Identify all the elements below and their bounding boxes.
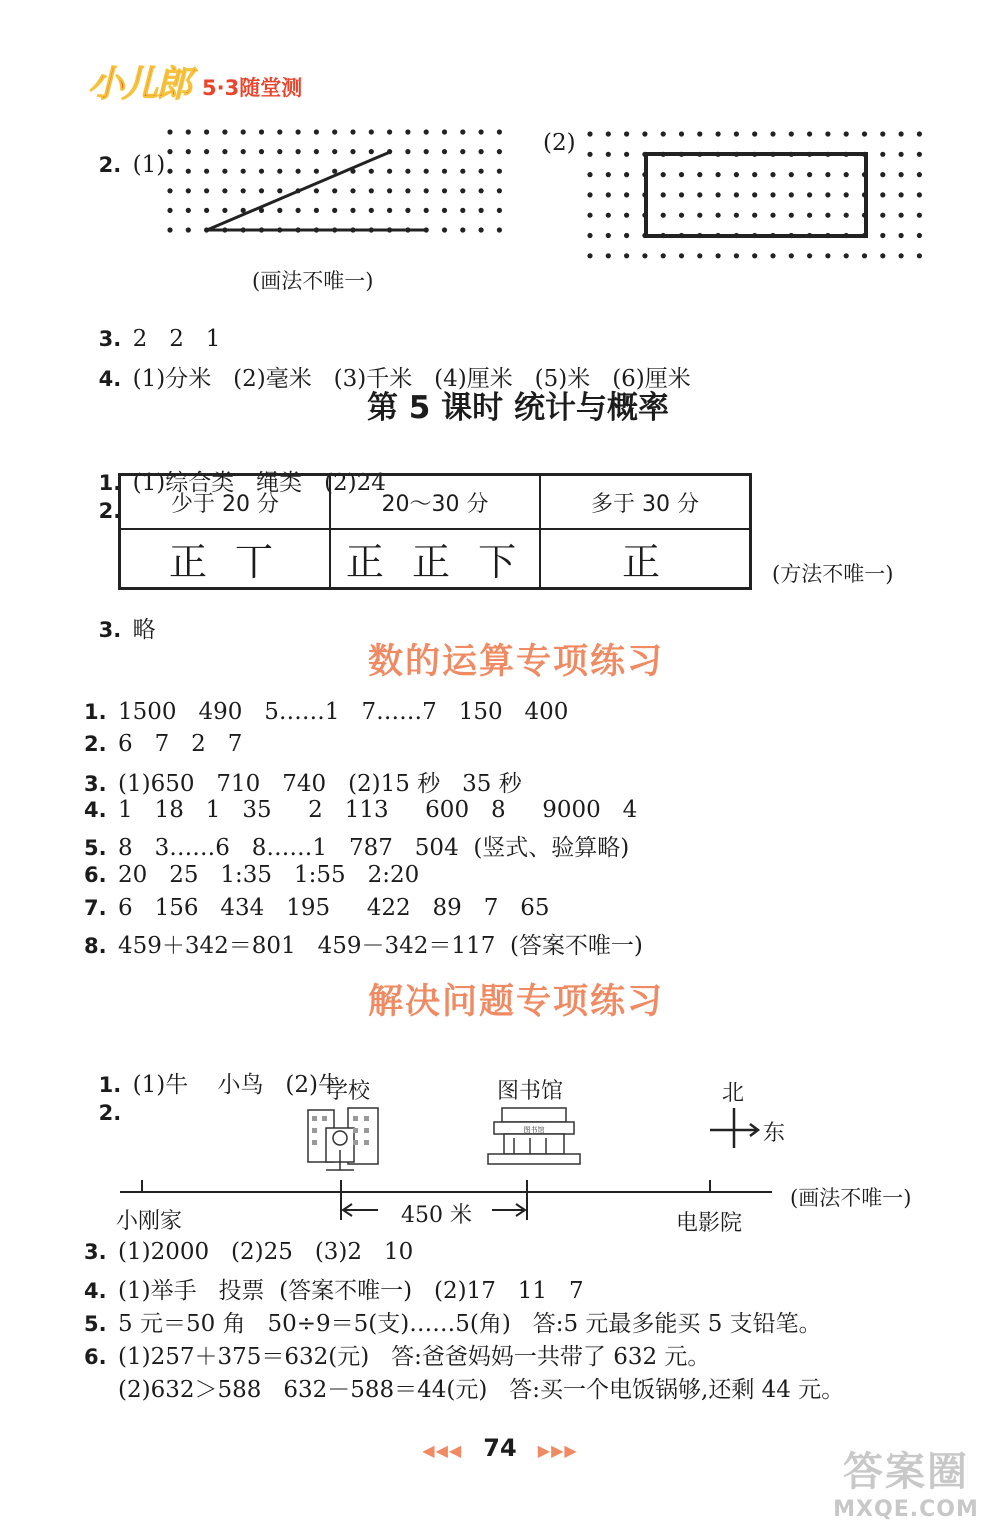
grid-dot: [497, 169, 502, 174]
grid-dot: [241, 149, 246, 154]
grid-dot: [241, 169, 246, 174]
tally-mark-row: [120, 529, 751, 589]
grid-dot: [186, 129, 191, 134]
calc-answer: 459＋342＝801 459－342＝117 (答案不唯一): [118, 933, 643, 959]
grid-dot: [479, 208, 484, 213]
grid-dot: [917, 131, 922, 136]
grid-dot: [899, 172, 904, 177]
stat-q2-number: 2.: [98, 499, 122, 523]
grid-dot: [899, 253, 904, 258]
tally-header-cell: 20～30 分: [330, 475, 540, 530]
grid-dot: [204, 149, 209, 154]
grid-dot: [642, 253, 647, 258]
grid-dot: [679, 131, 684, 136]
problem-q6b: [118, 1371, 844, 1404]
stat-q1-number: 1.: [98, 471, 122, 495]
watermark-url: MXQE.COM: [833, 1497, 979, 1522]
grid-dot: [606, 253, 611, 258]
grid-dot: [844, 192, 849, 197]
grid-dot: [460, 169, 465, 174]
grid-dot: [716, 253, 721, 258]
grid-dot: [917, 172, 922, 177]
grid-dot: [424, 149, 429, 154]
tally-header-cell: 多于 30 分: [540, 475, 751, 530]
q2-top-part2: (2): [543, 130, 576, 156]
grid-dot: [369, 188, 374, 193]
grid-dot: [752, 131, 757, 136]
problem-item: [84, 1272, 584, 1305]
grid-dot: [479, 149, 484, 154]
grid-dot: [587, 131, 592, 136]
library-sign: 图书馆: [523, 1126, 545, 1134]
grid-dot: [716, 192, 721, 197]
grid-dot: [917, 213, 922, 218]
tally-marks: 正 正 下: [345, 540, 525, 584]
grid-dot: [479, 188, 484, 193]
grid-dot: [460, 227, 465, 232]
cinema-label: 电影院: [676, 1211, 743, 1236]
grid-dot: [624, 213, 629, 218]
grid-dot: [424, 129, 429, 134]
problem-answer: (1)举手 投票 (答案不唯一) (2)17 11 7: [118, 1278, 584, 1304]
calc-answer: 6 7 2 7: [118, 731, 243, 757]
grid-dot: [642, 131, 647, 136]
grid-dot: [734, 192, 739, 197]
grid-dot: [734, 253, 739, 258]
grid-dot: [624, 192, 629, 197]
q3-top-number: 3.: [98, 327, 122, 351]
grid-dot: [899, 233, 904, 238]
brand-name: 小儿郎: [88, 64, 191, 105]
calc-item: [84, 699, 568, 725]
grid-dot: [186, 169, 191, 174]
grid-dot: [460, 129, 465, 134]
grid-dot: [679, 172, 684, 177]
dot-grid-rectangle: [575, 122, 945, 272]
grid-dot: [369, 129, 374, 134]
grid-dot: [369, 169, 374, 174]
calc-number: 8.: [84, 934, 107, 958]
grid-dot: [497, 129, 502, 134]
calc-number: 1.: [84, 700, 107, 724]
tally-header-row: [120, 475, 751, 530]
grid-dot: [880, 172, 885, 177]
grid-dot: [789, 192, 794, 197]
grid-dot: [167, 169, 172, 174]
grid-dot: [222, 188, 227, 193]
grid-dot: [789, 172, 794, 177]
problem-answer: 5 元＝50 角 50÷9＝5(支)……5(角) 答:5 元最多能买 5 支铅笔。: [118, 1311, 822, 1337]
grid-dot: [880, 233, 885, 238]
q4-top-answer: (1)分米 (2)毫米 (3)千米 (4)厘米 (5)米 (6)厘米: [132, 366, 691, 392]
q2-top-part1: (1): [132, 152, 166, 178]
grid-dot: [624, 152, 629, 157]
calc-item: [84, 829, 629, 862]
grid-dot: [442, 188, 447, 193]
calc-number: 7.: [84, 896, 107, 920]
grid-dot: [807, 172, 812, 177]
grid-dot: [825, 253, 830, 258]
calc-number: 6.: [84, 863, 107, 887]
tally-header-cell: 少于 20 分: [120, 475, 331, 530]
grid-dot: [697, 192, 702, 197]
grid-dot: [314, 129, 319, 134]
tally-marks: 正 丅: [168, 540, 282, 584]
brand-logo: [88, 56, 190, 107]
watermark: [820, 1440, 992, 1522]
dot-grid-left: [167, 129, 502, 232]
left-arrows-icon: ◀◀◀: [422, 1441, 463, 1460]
grid-dot: [442, 129, 447, 134]
grid-dot: [770, 213, 775, 218]
grid-dot: [844, 253, 849, 258]
grid-dot: [204, 208, 209, 213]
school-label: 学校: [326, 1079, 371, 1104]
problem-item: [84, 1305, 822, 1338]
tally-table: [118, 473, 752, 590]
compass-icon: [710, 1108, 758, 1148]
q2-top-note: (画法不唯一): [252, 269, 374, 293]
grid-dot: [405, 129, 410, 134]
grid-dot: [259, 169, 264, 174]
problem-number: 6.: [84, 1345, 107, 1369]
grid-dot: [277, 149, 282, 154]
grid-dot: [277, 208, 282, 213]
grid-dot: [606, 192, 611, 197]
grid-dot: [679, 253, 684, 258]
problem-section-title: 解决问题专项练习: [367, 982, 664, 1022]
grid-dot: [697, 172, 702, 177]
grid-dot: [587, 253, 592, 258]
tally-marks: 正: [621, 540, 668, 584]
grid-dot: [606, 172, 611, 177]
q2-top-number: 2.: [98, 153, 122, 177]
grid-dot: [167, 149, 172, 154]
grid-dot: [917, 152, 922, 157]
grid-dot: [716, 131, 721, 136]
grid-dot: [405, 208, 410, 213]
grid-dot: [880, 253, 885, 258]
grid-dot: [587, 192, 592, 197]
grid-dot: [277, 169, 282, 174]
grid-dot: [167, 129, 172, 134]
grid-dot: [789, 253, 794, 258]
grid-dot: [917, 233, 922, 238]
calc-item: [84, 927, 643, 960]
library-label: 图书馆: [497, 1079, 564, 1104]
problem-number: 3.: [84, 1240, 107, 1264]
grid-dot: [259, 188, 264, 193]
grid-dot: [186, 149, 191, 154]
grid-dot: [752, 172, 757, 177]
grid-dot: [661, 213, 666, 218]
grid-dot: [186, 208, 191, 213]
grid-dot: [405, 169, 410, 174]
grid-dot: [296, 169, 301, 174]
slanted-segment: [207, 152, 390, 230]
problem-q2-number: 2.: [98, 1101, 122, 1125]
grid-dot: [899, 131, 904, 136]
grid-dot: [497, 208, 502, 213]
grid-dot: [350, 129, 355, 134]
grid-dot: [369, 208, 374, 213]
calc-answer: 20 25 1:35 1:55 2:20: [118, 862, 420, 888]
grid-dot: [405, 149, 410, 154]
grid-dot: [770, 131, 775, 136]
grid-dot: [624, 172, 629, 177]
grid-dot: [387, 188, 392, 193]
grid-dot: [899, 192, 904, 197]
grid-dot: [332, 149, 337, 154]
grid-dot: [734, 172, 739, 177]
grid-dot: [661, 131, 666, 136]
grid-dot: [661, 172, 666, 177]
grid-dot: [770, 253, 775, 258]
grid-dot: [697, 253, 702, 258]
grid-dot: [222, 129, 227, 134]
grid-dot: [387, 129, 392, 134]
calc-item: [84, 797, 637, 823]
grid-dot: [880, 213, 885, 218]
watermark-text: 答案圈: [843, 1449, 969, 1495]
problem-number: 5.: [84, 1312, 107, 1336]
problem-answer: (1)2000 (2)25 (3)2 10: [118, 1239, 414, 1265]
grid-dot: [752, 253, 757, 258]
grid-dot: [222, 208, 227, 213]
grid-dot: [424, 169, 429, 174]
grid-dot: [332, 188, 337, 193]
calc-number: 3.: [84, 772, 107, 796]
grid-dot: [606, 213, 611, 218]
grid-dot: [460, 188, 465, 193]
grid-dot: [350, 188, 355, 193]
grid-dot: [624, 253, 629, 258]
grid-dot: [442, 208, 447, 213]
grid-dot: [825, 192, 830, 197]
grid-dot: [825, 131, 830, 136]
grid-dot: [222, 169, 227, 174]
grid-dot: [624, 131, 629, 136]
grid-dot: [204, 188, 209, 193]
calc-item: [84, 731, 242, 757]
grid-dot: [862, 253, 867, 258]
grid-dot: [479, 129, 484, 134]
calc-item: [84, 862, 419, 888]
lesson-title: 第 5 课时 统计与概率: [367, 390, 669, 426]
grid-dot: [405, 188, 410, 193]
grid-dot: [479, 227, 484, 232]
grid-dot: [825, 172, 830, 177]
grid-dot: [479, 169, 484, 174]
q3-top-answer: 2 2 1: [132, 326, 221, 352]
grid-dot: [734, 213, 739, 218]
grid-dot: [716, 213, 721, 218]
tally-cell: [540, 529, 751, 589]
grid-dot: [606, 233, 611, 238]
calc-answer: 6 156 434 195 422 89 7 65: [118, 895, 550, 921]
grid-dot: [497, 149, 502, 154]
grid-dot: [844, 213, 849, 218]
grid-dot: [697, 213, 702, 218]
grid-dot: [186, 227, 191, 232]
north-label: 北: [722, 1081, 745, 1106]
library-building-icon: [488, 1108, 580, 1164]
page-number: 74: [483, 1434, 517, 1462]
grid-dot: [807, 213, 812, 218]
problem-answer: (1)257＋375＝632(元) 答:爸爸妈妈一共带了 632 元。: [118, 1344, 711, 1370]
grid-dot: [204, 129, 209, 134]
calc-number: 2.: [84, 732, 107, 756]
grid-dot: [497, 188, 502, 193]
grid-dot: [825, 213, 830, 218]
calc-number: 5.: [84, 836, 107, 860]
grid-dot: [624, 233, 629, 238]
grid-dot: [807, 192, 812, 197]
problem-q1-number: 1.: [98, 1073, 122, 1097]
grid-dot: [679, 192, 684, 197]
problem-q1-answer: (1)牛 小鸟 (2)牛: [132, 1072, 341, 1098]
calc-item: [84, 765, 522, 798]
grid-dot: [587, 152, 592, 157]
grid-dot: [661, 192, 666, 197]
grid-dot: [770, 172, 775, 177]
distance-label: 450 米: [401, 1203, 472, 1228]
home-label: 小刚家: [116, 1209, 183, 1234]
grid-dot: [789, 131, 794, 136]
grid-dot: [314, 169, 319, 174]
map-note: (画法不唯一): [790, 1186, 912, 1210]
grid-dot: [296, 149, 301, 154]
grid-dot: [259, 129, 264, 134]
calc-section-title: 数的运算专项练习: [367, 642, 664, 682]
calc-item: [84, 895, 550, 921]
calc-answer: (1)650 710 740 (2)15 秒 35 秒: [118, 771, 522, 797]
q4-top-number: 4.: [98, 367, 122, 391]
grid-dot: [844, 131, 849, 136]
grid-dot: [587, 213, 592, 218]
grid-dot: [807, 253, 812, 258]
right-arrows-icon: ▶▶▶: [537, 1441, 578, 1460]
grid-dot: [770, 192, 775, 197]
grid-dot: [424, 188, 429, 193]
grid-dot: [442, 149, 447, 154]
grid-dot: [460, 149, 465, 154]
grid-dot: [259, 149, 264, 154]
calc-answer: 8 3……6 8……1 787 504 (竖式、验算略): [118, 835, 630, 861]
problem-item: [84, 1239, 413, 1265]
grid-dot: [442, 169, 447, 174]
grid-dot: [167, 188, 172, 193]
problem-q6b-answer: (2)632＞588 632－588＝44(元) 答:买一个电饭锅够,还剩 44 元。: [118, 1377, 845, 1403]
tally-cell: [330, 529, 540, 589]
grid-dot: [332, 129, 337, 134]
grid-dot: [296, 208, 301, 213]
stat-note: (方法不唯一): [772, 562, 894, 586]
grid-dot: [241, 129, 246, 134]
grid-dot: [460, 208, 465, 213]
grid-dot: [880, 192, 885, 197]
grid-dot: [899, 152, 904, 157]
grid-dot: [332, 169, 337, 174]
grid-dot: [350, 208, 355, 213]
problem-item: [84, 1338, 710, 1371]
grid-dot: [186, 188, 191, 193]
calc-number: 4.: [84, 798, 107, 822]
grid-dot: [844, 172, 849, 177]
dot-grid-segments: [150, 120, 530, 270]
grid-dot: [369, 149, 374, 154]
grid-dot: [899, 213, 904, 218]
grid-dot: [789, 213, 794, 218]
grid-dot: [387, 169, 392, 174]
grid-dot: [167, 227, 172, 232]
grid-dot: [442, 227, 447, 232]
grid-dot: [314, 188, 319, 193]
grid-dot: [277, 188, 282, 193]
grid-dot: [862, 131, 867, 136]
grid-dot: [204, 169, 209, 174]
grid-dot: [424, 208, 429, 213]
grid-dot: [222, 149, 227, 154]
grid-dot: [350, 149, 355, 154]
grid-dot: [880, 152, 885, 157]
grid-dot: [716, 172, 721, 177]
grid-dot: [587, 172, 592, 177]
grid-dot: [917, 192, 922, 197]
grid-dot: [917, 253, 922, 258]
grid-dot: [697, 131, 702, 136]
grid-dot: [752, 213, 757, 218]
calc-answer: 1 18 1 35 2 113 600 8 9000 4: [118, 797, 638, 823]
grid-dot: [167, 208, 172, 213]
tally-cell: [120, 529, 331, 589]
stat-q1-answer: (1)综合类 绳类 (2)24: [132, 470, 386, 496]
grid-dot: [332, 208, 337, 213]
grid-dot: [497, 227, 502, 232]
stat-q3-number: 3.: [98, 618, 122, 642]
grid-dot: [296, 129, 301, 134]
calc-answer: 1500 490 5……1 7……7 150 400: [118, 699, 569, 725]
grid-dot: [661, 253, 666, 258]
grid-dot: [387, 208, 392, 213]
school-building-icon: [308, 1108, 378, 1170]
grid-dot: [314, 208, 319, 213]
east-label: 东: [763, 1121, 786, 1146]
grid-dot: [807, 131, 812, 136]
stat-q3-answer: 略: [132, 617, 156, 643]
dot-grid-right: [587, 131, 922, 258]
grid-dot: [752, 192, 757, 197]
series-name: 5·3随堂测: [202, 76, 303, 100]
grid-dot: [314, 149, 319, 154]
grid-dot: [606, 131, 611, 136]
problem-number: 4.: [84, 1279, 107, 1303]
grid-dot: [734, 131, 739, 136]
grid-dot: [241, 188, 246, 193]
grid-dot: [587, 233, 592, 238]
grid-dot: [679, 213, 684, 218]
grid-dot: [880, 131, 885, 136]
grid-dot: [277, 129, 282, 134]
grid-dot: [606, 152, 611, 157]
